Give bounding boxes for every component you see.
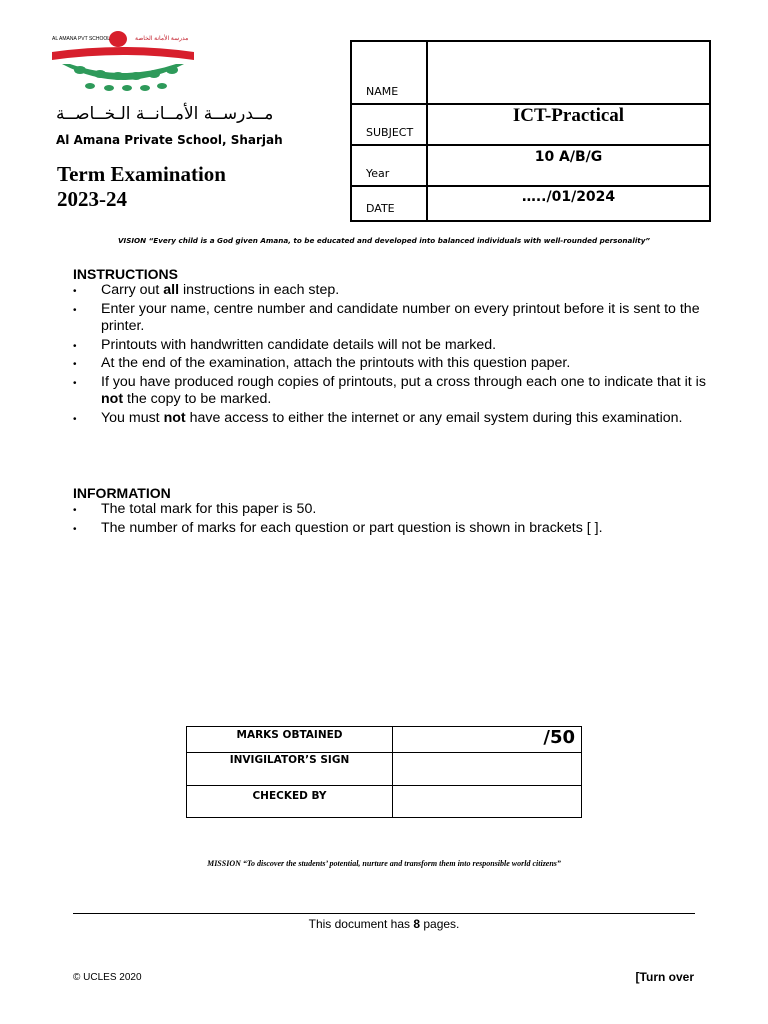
marks-total: /50 (543, 727, 575, 748)
year-row (352, 144, 709, 187)
footer-divider (73, 913, 695, 914)
information-list (73, 501, 723, 537)
name-label-cell (352, 42, 428, 103)
copyright: © UCLES 2020 (73, 972, 142, 983)
instruction-item: • Printouts with handwritten candidate details will not be marked. (73, 337, 723, 355)
invigilator-row (187, 752, 581, 786)
date-value: …../01/2024 (521, 189, 616, 205)
logo-label-en: AL AMANA PVT SCHOOL (52, 36, 111, 42)
date-label: DATE (366, 202, 395, 215)
information-item: • The total mark for this paper is 50. (73, 501, 723, 519)
instruction-item: • Enter your name, centre number and candidate number on every printout before it is sent to the printer. (73, 301, 723, 336)
subject-row (352, 103, 709, 146)
year-value: 10 A/B/G (534, 149, 603, 165)
invigilator-sign-label: INVIGILATOR’S SIGN (187, 752, 393, 785)
information-item: • The number of marks for each question or part question is shown in brackets [ ]. (73, 520, 723, 538)
instructions-section (73, 266, 723, 428)
name-field[interactable] (428, 42, 709, 103)
exam-title (57, 162, 297, 212)
invigilator-sign-field[interactable] (393, 752, 581, 785)
marks-obtained-row (187, 727, 581, 753)
year-label-cell (352, 144, 428, 185)
instruction-item: • You must not have access to either the internet or any email system during this examination. (73, 410, 723, 428)
logo-red-sun (109, 31, 127, 47)
subject-label-cell (352, 103, 428, 144)
date-row (352, 185, 709, 220)
exam-title-line1: Term Examination (57, 162, 226, 186)
checked-by-field[interactable] (393, 785, 581, 817)
instructions-list (73, 282, 723, 427)
marks-table (186, 726, 582, 818)
date-label-cell (352, 185, 428, 220)
subject-label: SUBJECT (366, 126, 414, 139)
logo-label-ar: مدرسة الأمانة الخاصة (135, 36, 189, 42)
page-count-note: This document has 8 pages. (308, 917, 460, 931)
vision-statement: VISION “Every child is a God given Amana, to be educated and developed into balanced individuals with well-rounded personality” (117, 236, 651, 245)
name-row (352, 42, 709, 105)
exam-year: 2023-24 (57, 187, 127, 211)
instruction-item: • At the end of the examination, attach the printouts with this question paper. (73, 355, 723, 373)
logo-red-arc (52, 47, 194, 60)
checked-by-label: CHECKED BY (187, 785, 393, 817)
subject-value: ICT-Practical (512, 105, 625, 126)
marks-obtained-field[interactable] (393, 727, 581, 752)
instruction-item: • Carry out all instructions in each step. (73, 282, 723, 300)
information-heading: INFORMATION (73, 485, 171, 501)
name-label: NAME (366, 85, 399, 98)
candidate-details-table (350, 40, 711, 222)
mission-statement: MISSION “To discover the students’ potential, nurture and transform them into responsible world citizens” (207, 859, 561, 868)
turn-over-note: [Turn over (635, 970, 694, 984)
instructions-heading: INSTRUCTIONS (73, 266, 178, 282)
information-section (73, 485, 723, 538)
school-name: Al Amana Private School, Sharjah (56, 133, 283, 147)
school-name-arabic: مــدرســة الأمــانــة الـخــاصــة (56, 104, 274, 124)
page-count: 8 (413, 917, 421, 931)
marks-obtained-label: MARKS OBTAINED (187, 727, 393, 752)
checked-by-row (187, 785, 581, 817)
year-label: Year (366, 167, 390, 180)
instruction-item: • If you have produced rough copies of printouts, put a cross through each one to indicate that it is not the copy to be marked. (73, 374, 723, 409)
